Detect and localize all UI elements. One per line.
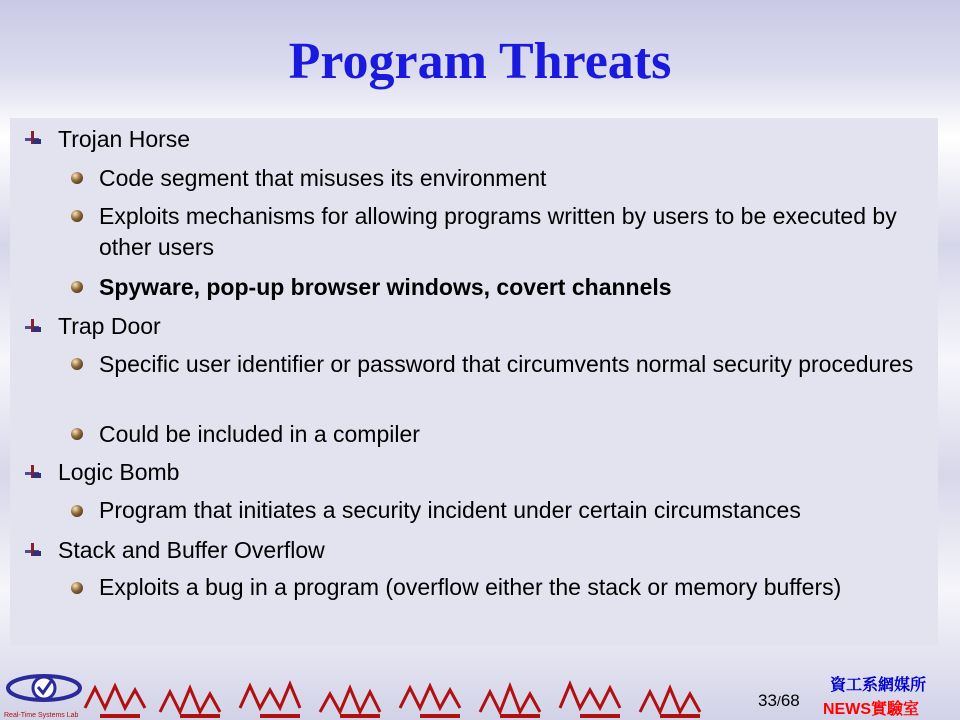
topic-trap-door: Trap Door [58, 313, 161, 339]
pushpin-icon [24, 318, 42, 334]
slide-title: Program Threats [288, 33, 672, 90]
point-specific-user-identifier: Specific user identifier or password that circumvents normal security procedures [99, 351, 914, 377]
point-security-incident: Program that initiates a security incident under certain circumstances [99, 497, 801, 523]
lab-name-line1: 資工系網媒所 [830, 677, 927, 694]
page-total: 68 [780, 691, 800, 710]
point-spyware: Spyware, pop-up browser windows, covert channels [99, 274, 672, 300]
point-compiler: Could be included in a compiler [99, 421, 420, 447]
topic-logic-bomb: Logic Bomb [58, 459, 180, 485]
footer-decoration [80, 668, 740, 720]
topic-trojan-horse: Trojan Horse [58, 126, 191, 152]
page-current: 33 [758, 691, 777, 710]
topic-stack-buffer-overflow: Stack and Buffer Overflow [58, 537, 325, 563]
sphere-bullet-icon [71, 505, 83, 517]
point-code-segment: Code segment that misuses its environment [99, 165, 547, 191]
pushpin-icon [24, 542, 42, 558]
sphere-bullet-icon [71, 210, 83, 222]
lab-logo [0, 662, 90, 720]
logo-text: Real-Time Systems Lab [4, 712, 79, 719]
page-number [758, 691, 800, 711]
sphere-bullet-icon [71, 428, 83, 440]
sphere-bullet-icon [71, 172, 83, 184]
point-exploits-bug: Exploits a bug in a program (overflow either the stack or memory buffers) [99, 574, 842, 600]
sphere-bullet-icon [71, 358, 83, 370]
sphere-bullet-icon [71, 281, 83, 293]
point-exploits-mechanisms: Exploits mechanisms for allowing programs written by users to be executed by other users [99, 203, 897, 260]
pushpin-icon [24, 464, 42, 480]
page-separator: / [776, 693, 781, 709]
lab-name-line2: NEWS實驗室 [823, 701, 920, 718]
content-panel [10, 118, 938, 646]
sphere-bullet-icon [71, 582, 83, 594]
pushpin-icon [24, 130, 42, 146]
